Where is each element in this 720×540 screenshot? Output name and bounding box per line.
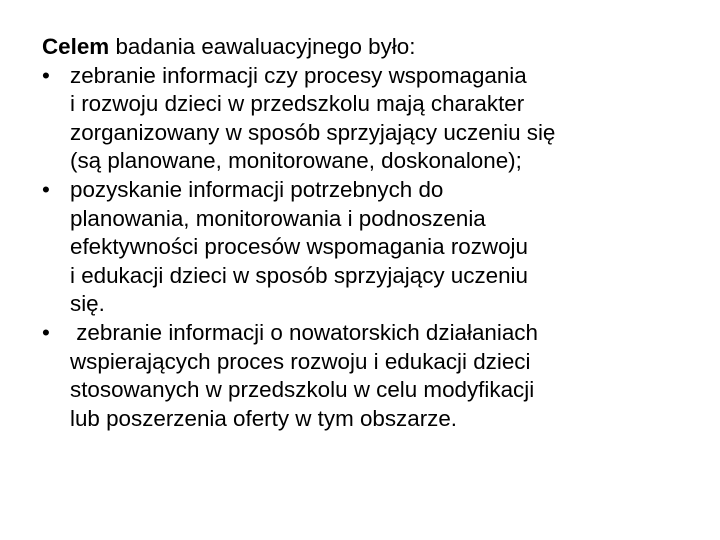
bullet-text-line: lub poszerzenia oferty w tym obszarze. bbox=[70, 405, 458, 431]
heading-text: badania eawaluacyjnego było: bbox=[109, 34, 416, 59]
bullet-text-line: (są planowane, monitorowane, doskonalone); bbox=[70, 148, 522, 174]
bullet-text-line: zebranie informacji o nowatorskich działaniach bbox=[70, 319, 538, 345]
bullet-point-2 bbox=[42, 176, 712, 319]
bullet-text-line: stosowanych w przedszkolu w celu modyfikacji bbox=[70, 377, 535, 403]
bullet-text-line: planowania, monitorowania i podnoszenia bbox=[70, 205, 486, 231]
bullet-point-1 bbox=[42, 62, 712, 176]
bullet-text-line: wspierających proces rozwoju i edukacji dzieci bbox=[70, 348, 531, 374]
bullet-text-line: się. bbox=[70, 291, 105, 317]
heading-bold-text: Celem bbox=[42, 34, 110, 59]
bullet-text-line: pozyskanie informacji potrzebnych do bbox=[70, 176, 444, 202]
bullet-text-line: i edukacji dzieci w sposób sprzyjający uczeniu bbox=[70, 262, 528, 288]
bullet-marker: • bbox=[42, 176, 50, 202]
slide-heading bbox=[42, 33, 712, 62]
bullet-text-line: i rozwoju dzieci w przedszkolu mają charakter bbox=[70, 91, 525, 117]
bullet-text-line: zebranie informacji czy procesy wspomagania bbox=[70, 62, 527, 88]
bullet-text-line: efektywności procesów wspomagania rozwoju bbox=[70, 234, 528, 260]
bullet-marker: • bbox=[42, 62, 50, 88]
bullet-text-line: zorganizowany w sposób sprzyjający uczeniu się bbox=[70, 119, 556, 145]
slide-content bbox=[42, 33, 712, 433]
bullet-point-3 bbox=[42, 319, 712, 433]
bullet-marker: • bbox=[42, 319, 50, 345]
bullet-list bbox=[42, 62, 712, 434]
